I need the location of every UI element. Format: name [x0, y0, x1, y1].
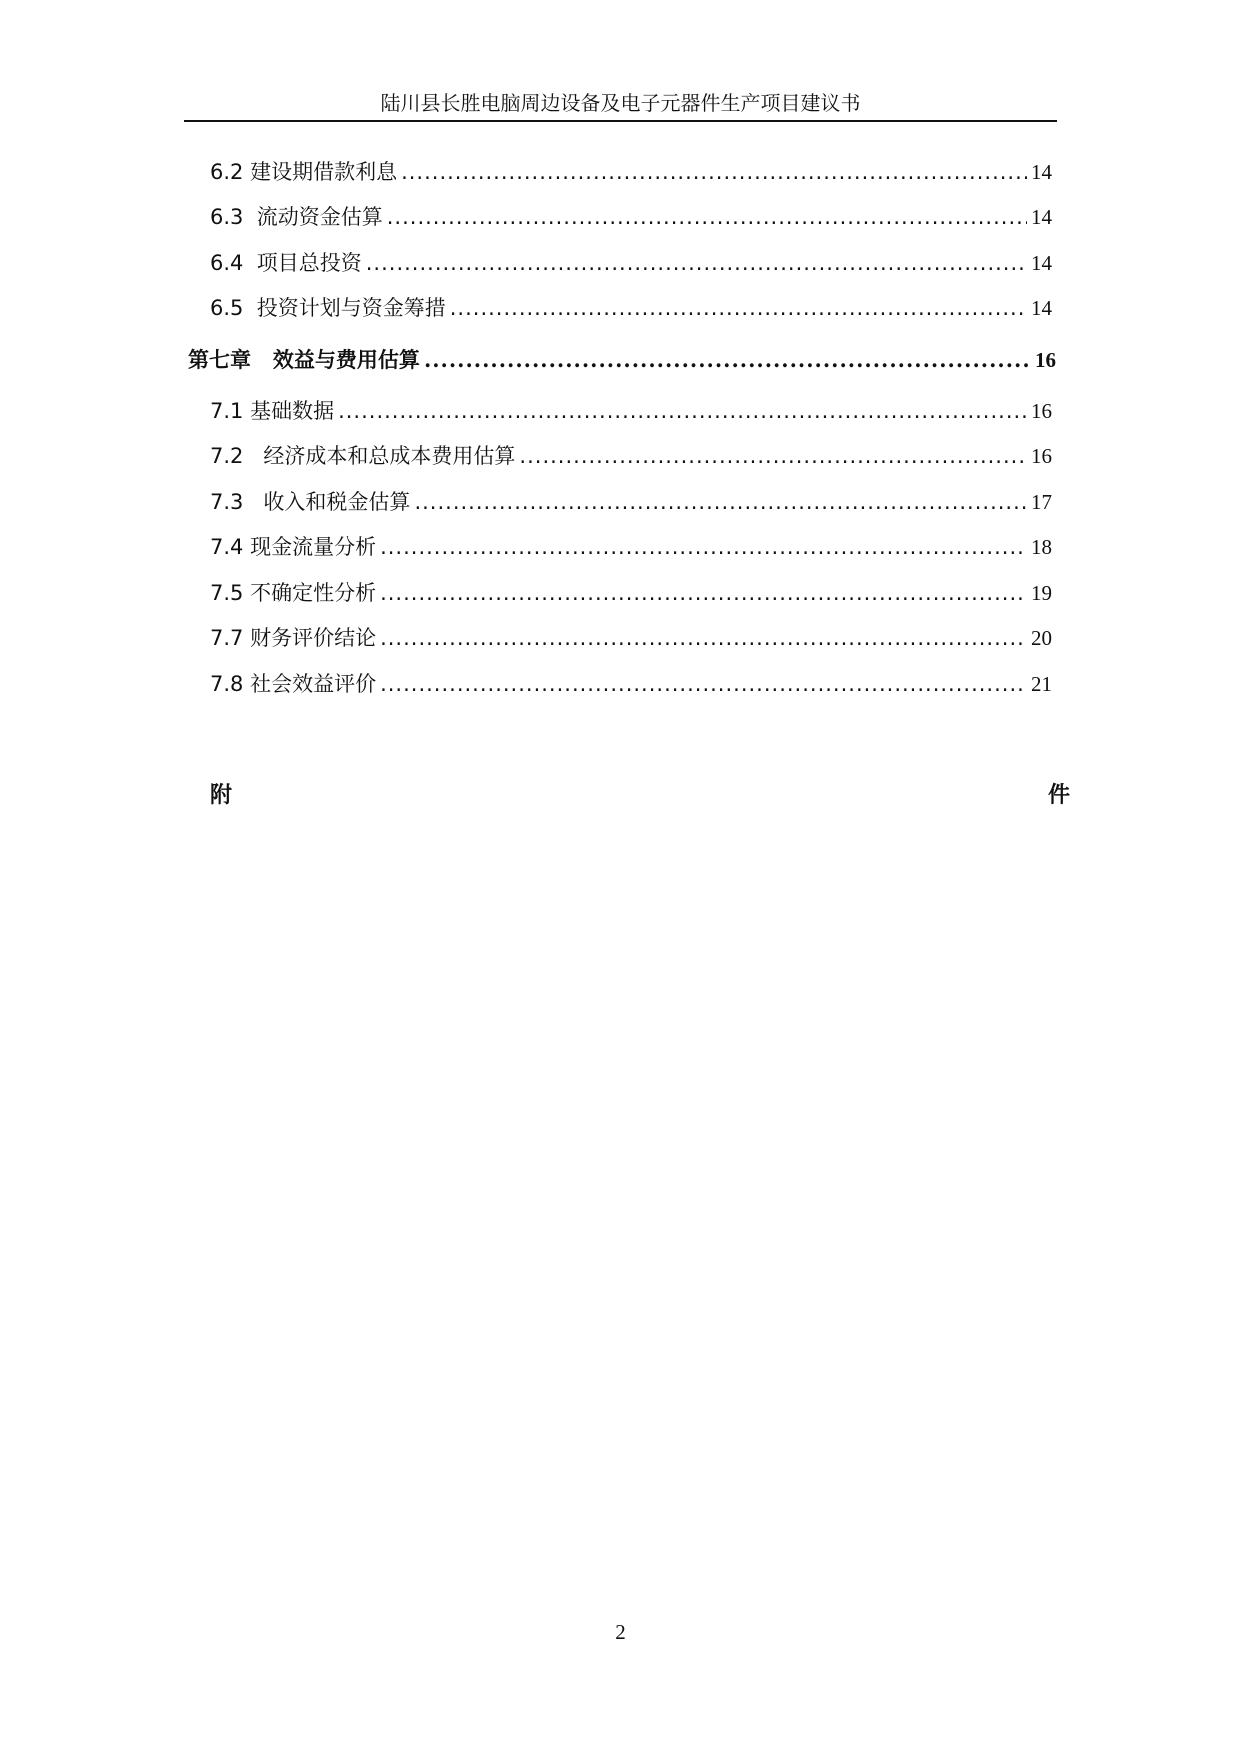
toc-entry-label: 7.8 社会效益评价 [210, 672, 377, 696]
toc-entry[interactable] [210, 486, 1052, 518]
toc-entry[interactable] [210, 531, 1052, 563]
toc-entry[interactable] [210, 440, 1052, 472]
toc-entry-page: 21 [1031, 672, 1052, 696]
toc-leader-dots [380, 668, 1027, 700]
toc-entry-page: 16 [1031, 399, 1052, 423]
appendix-heading-right: 件 [1047, 783, 1070, 808]
document-title: 陆川县长胜电脑周边设备及电子元器件生产项目建议书 [380, 91, 861, 115]
appendix-heading-left: 附 [210, 783, 233, 808]
toc-entry[interactable] [210, 201, 1052, 233]
toc-leader-dots [424, 344, 1031, 376]
toc-entry-label: 7.7 财务评价结论 [210, 626, 377, 650]
toc-leader-dots [414, 486, 1027, 518]
toc-entry-label: 7.4 现金流量分析 [210, 535, 377, 559]
toc-leader-dots [519, 440, 1027, 472]
toc-leader-dots [380, 531, 1027, 563]
toc-entry-label: 7.1 基础数据 [210, 399, 335, 423]
toc-entry-page: 18 [1031, 535, 1052, 559]
toc-entry-label: 7.2 经济成本和总成本费用估算 [210, 444, 516, 468]
toc-entry[interactable] [210, 292, 1052, 324]
toc-leader-dots [366, 247, 1027, 279]
toc-entry-page: 14 [1031, 296, 1052, 320]
toc-leader-dots [380, 622, 1027, 654]
toc-entry-page: 20 [1031, 626, 1052, 650]
toc-entry-label: 6.5 投资计划与资金筹措 [210, 296, 446, 320]
page-header [184, 86, 1057, 122]
page-number: 2 [615, 1620, 626, 1644]
toc-leader-dots [380, 577, 1027, 609]
toc-leader-dots [387, 201, 1027, 233]
toc-entry[interactable] [210, 577, 1052, 609]
toc-entry-page: 19 [1031, 581, 1052, 605]
toc-entry[interactable] [210, 247, 1052, 279]
toc-entry[interactable] [210, 622, 1052, 654]
toc-entry-page: 14 [1031, 205, 1052, 229]
appendix-heading [210, 778, 1070, 810]
toc-entry[interactable] [210, 156, 1052, 188]
toc-entry-label: 6.4 项目总投资 [210, 251, 362, 275]
toc-leader-dots [401, 156, 1027, 188]
toc-entry-label: 7.3 收入和税金估算 [210, 490, 411, 514]
toc-entry[interactable] [210, 395, 1052, 427]
toc-entry-label: 6.3 流动资金估算 [210, 205, 383, 229]
toc-entry-label: 6.2 建设期借款利息 [210, 160, 398, 184]
toc-chapter-label: 第七章 效益与费用估算 [188, 347, 420, 372]
toc-entry-page: 17 [1031, 490, 1052, 514]
toc-leader-dots [338, 395, 1027, 427]
toc-chapter-page: 16 [1035, 348, 1056, 372]
toc-entry[interactable] [210, 668, 1052, 700]
toc-entry-label: 7.5 不确定性分析 [210, 581, 377, 605]
toc-entry-page: 14 [1031, 160, 1052, 184]
toc-leader-dots [450, 292, 1027, 324]
toc-entry-page: 16 [1031, 444, 1052, 468]
toc-chapter-entry[interactable] [188, 344, 1056, 376]
toc-entry-page: 14 [1031, 251, 1052, 275]
